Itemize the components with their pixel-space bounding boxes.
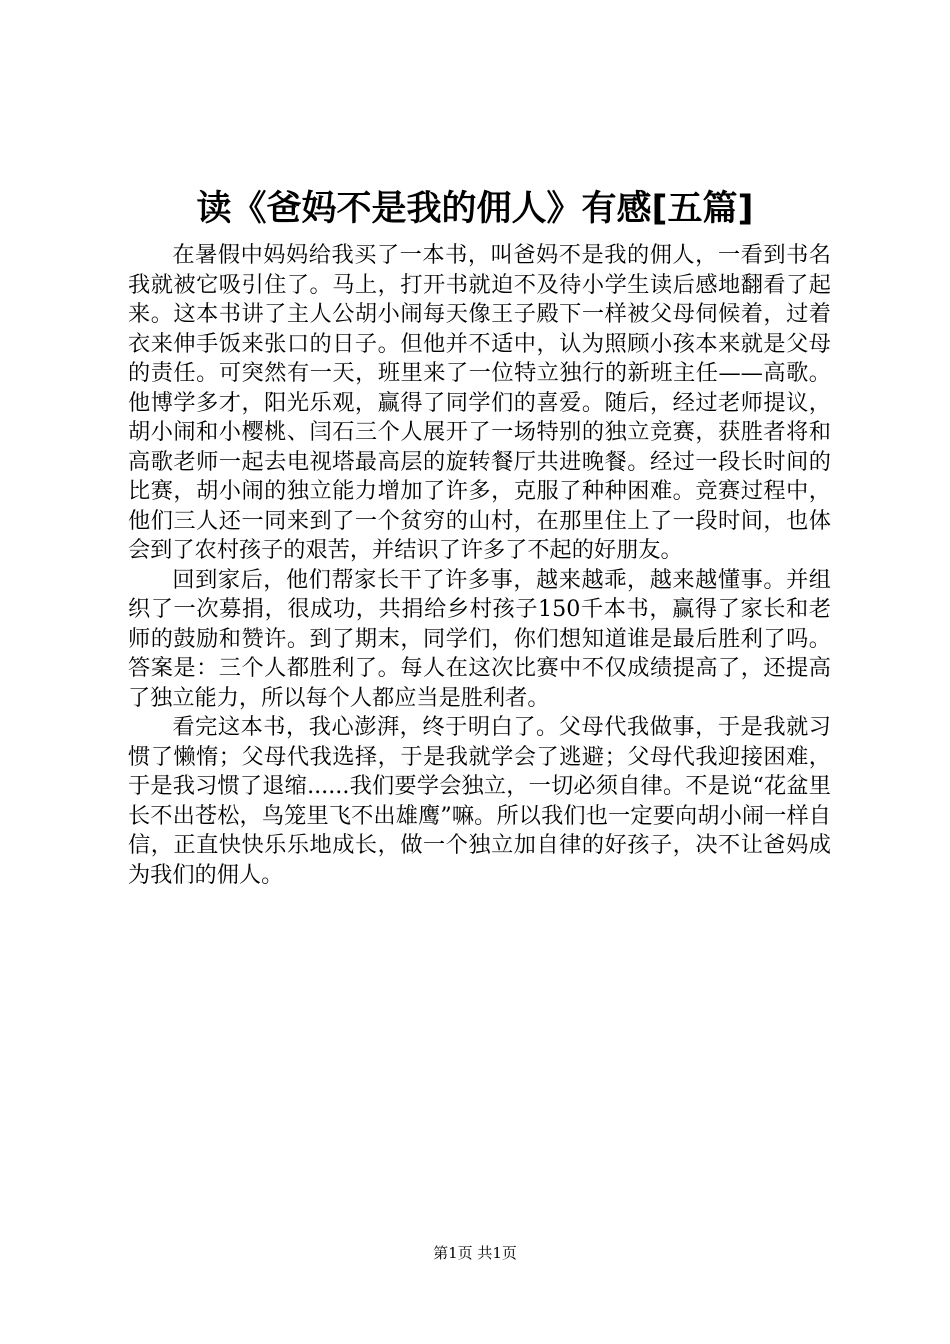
document-title: 读《爸妈不是我的佣人》有感[五篇] bbox=[196, 189, 754, 229]
page-footer: 第1页 共1页 bbox=[433, 1244, 517, 1262]
paragraph-2: 回到家后，他们帮家长干了许多事，越来越乖，越来越懂事。并组织了一次募捐，很成功，共捐给乡村孩子150千本书，赢得了家长和老师的鼓励和赞许。到了期末，同学们，你们想知道谁是最后胜利了吗。答案是：三个人都胜利了。每人在这次比赛中不仅成绩提高了，还提高了独立能力，所以每个人都应当是胜利者。 bbox=[128, 566, 831, 711]
paragraph-1: 在暑假中妈妈给我买了一本书，叫爸妈不是我的佣人，一看到书名我就被它吸引住了。马上，打开书就迫不及待小学生读后感地翻看了起来。这本书讲了主人公胡小闹每天像王子殿下一样被父母伺候着，过着衣来伸手饭来张口的日子。但他并不适中，认为照顾小孩本来就是父母的责任。可突然有一天，班里来了一位特立独行的新班主任——高歌。他博学多才，阳光乐观，赢得了同学们的喜爱。随后，经过老师提议，胡小闹和小樱桃、闫石三个人展开了一场特别的独立竞赛，获胜者将和高歌老师一起去电视塔最高层的旋转餐厅共进晚餐。经过一段长时间的比赛，胡小闹的独立能力增加了许多，克服了种种困难。竞赛过程中，他们三人还一同来到了一个贫穷的山村，在那里住上了一段时间，也体会到了农村孩子的艰苦，并结识了许多了不起的好朋友。 bbox=[128, 242, 831, 563]
document-body bbox=[128, 241, 831, 890]
paragraph-3: 看完这本书，我心澎湃，终于明白了。父母代我做事，于是我就习惯了懒惰；父母代我选择，于是我就学会了逃避；父母代我迎接困难，于是我习惯了退缩......我们要学会独立，一切必须自律。不是说“花盆里长不出苍松，鸟笼里飞不出雄鹰”嘛。所以我们也一定要向胡小闹一样自信，正直快快乐乐地成长，做一个独立加自律的好孩子，决不让爸妈成为我们的佣人。 bbox=[128, 714, 831, 888]
